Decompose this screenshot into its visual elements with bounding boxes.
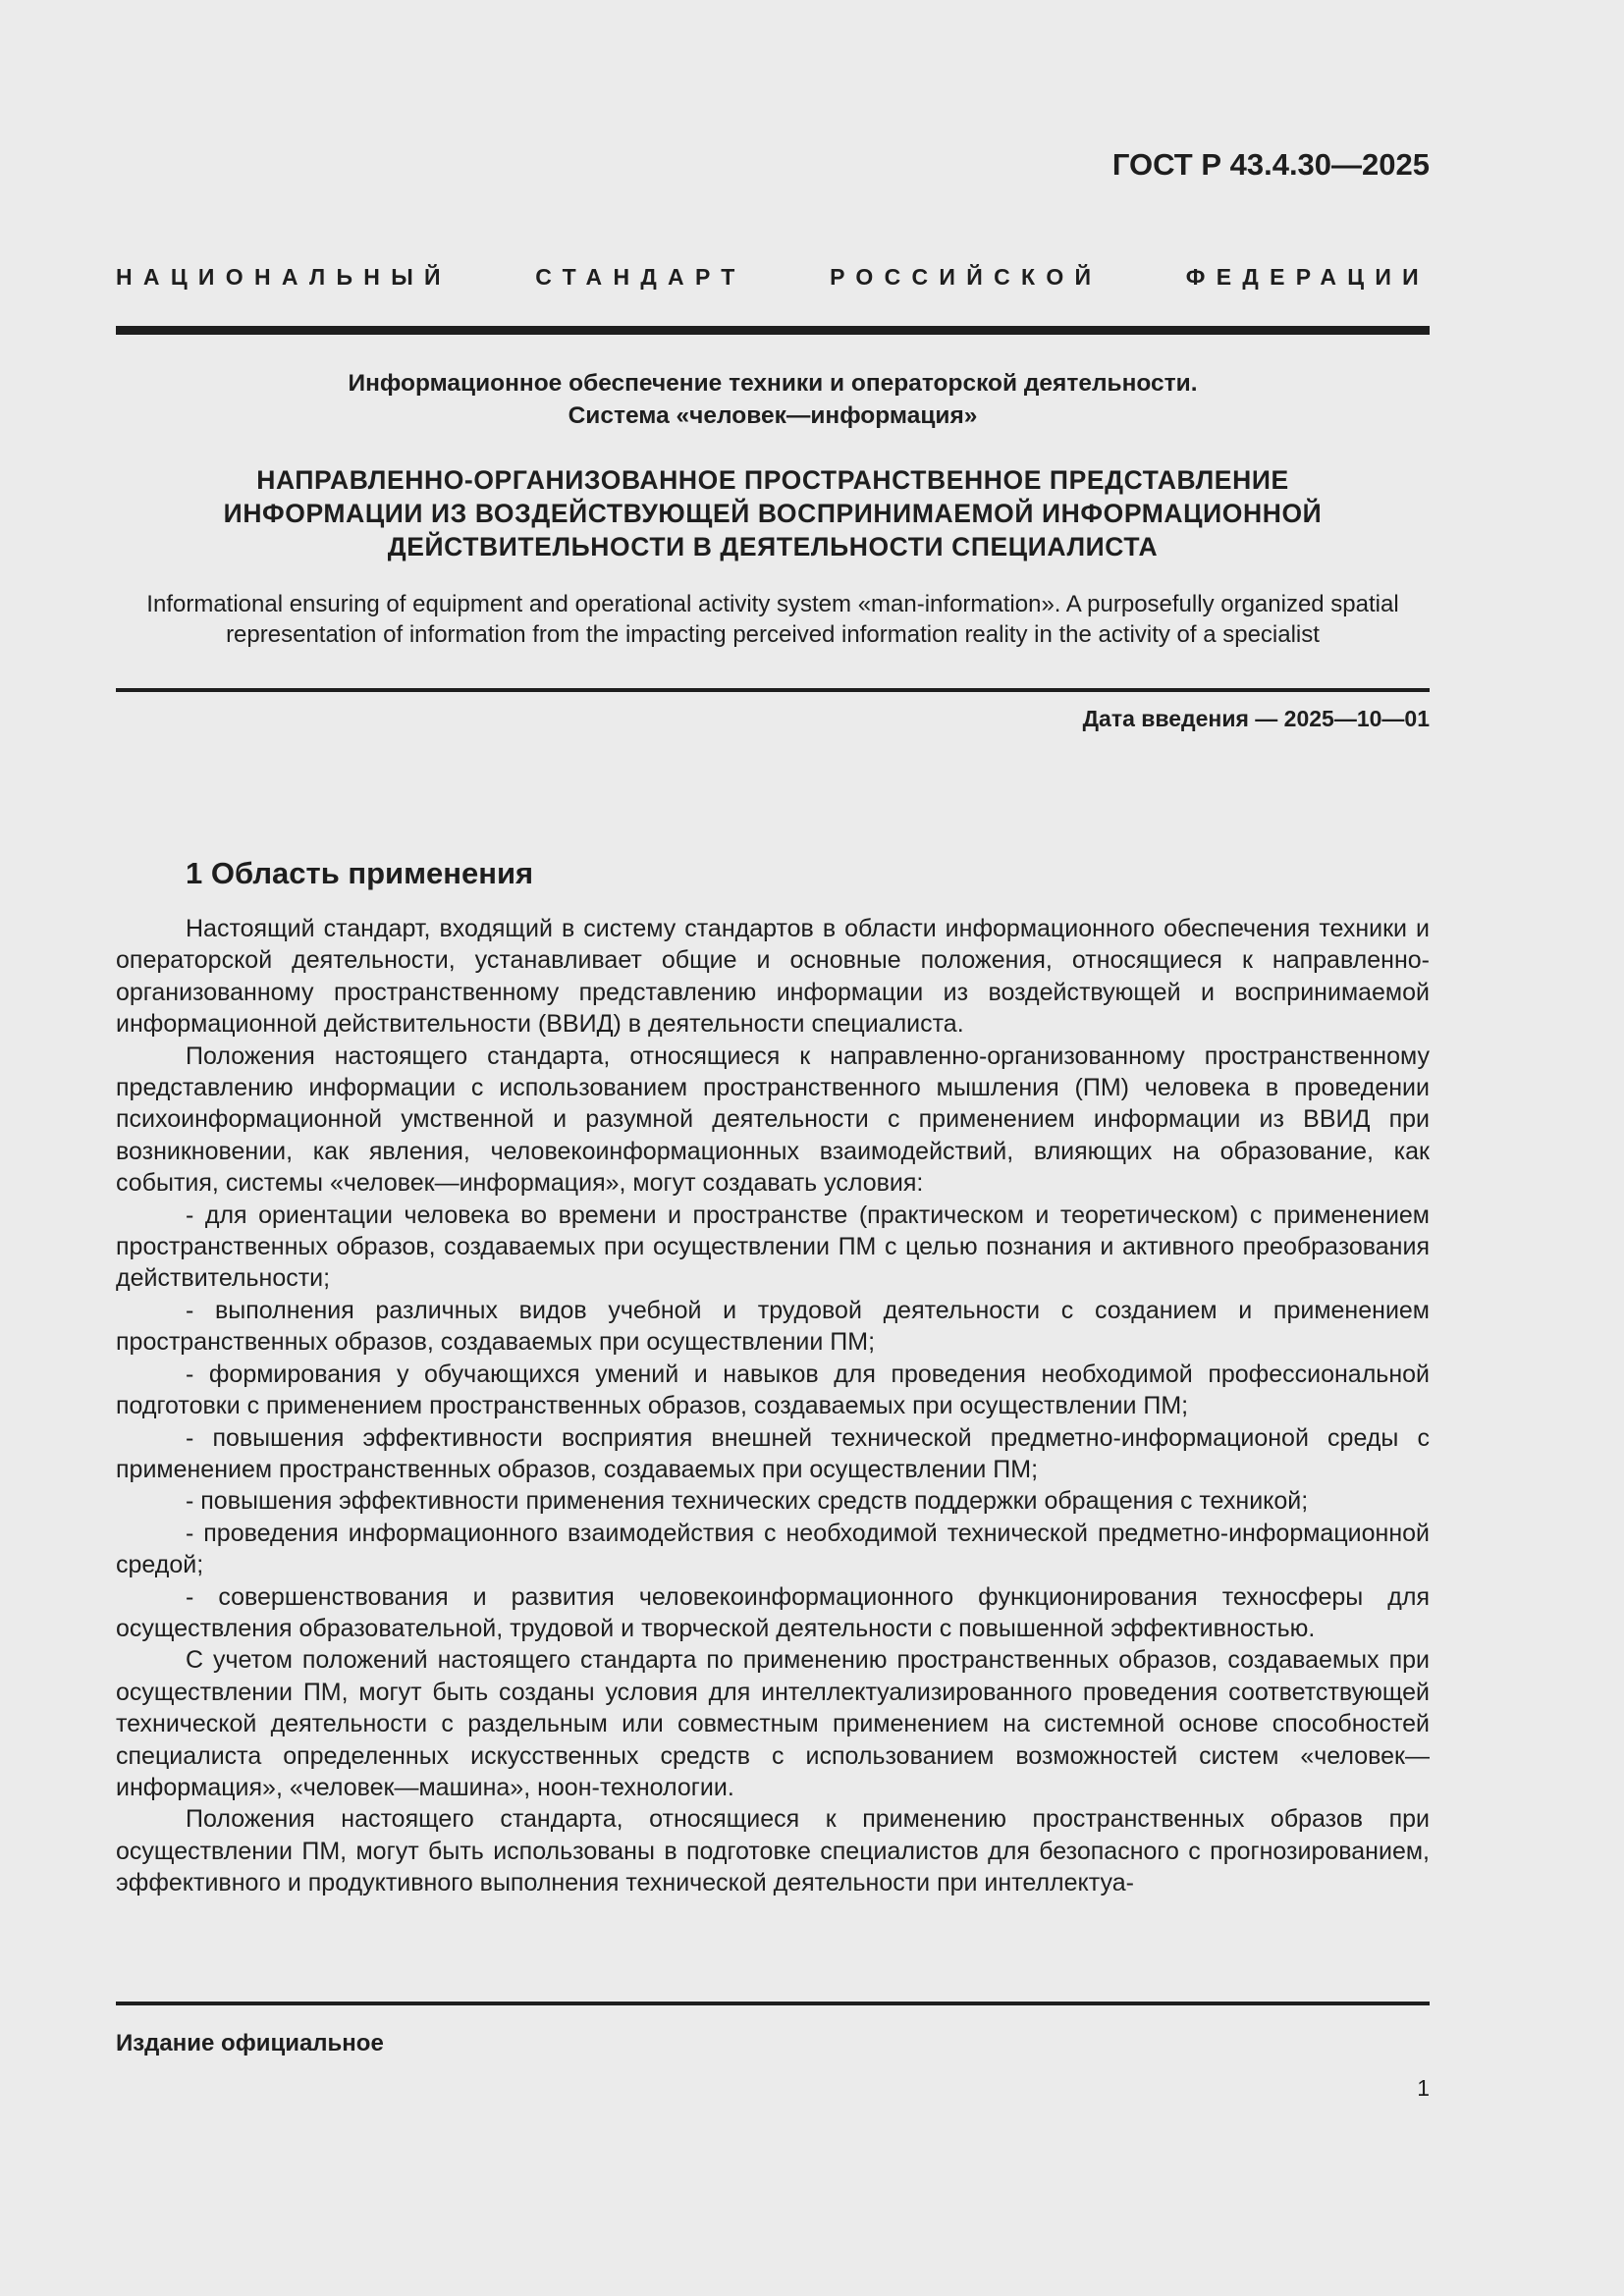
title-line: НАПРАВЛЕННО-ОРГАНИЗОВАННОЕ ПРОСТРАНСТВЕННОЕ ПРЕДСТАВЛЕНИЕ [256,465,1289,495]
paragraph: С учетом положений настоящего стандарта по применению пространственных образов, создаваемых при осуществлении ПМ, могут быть созданы условия для интеллектуализированного проведения соответствующей технической деятельности с раздельным или совместным применением на системной основе способностей специалиста определенных искусственных средств с использованием возможностей систем «человек—информация», «человек—машина», ноон-технологии. [116,1646,1430,1801]
title-line: ИНФОРМАЦИИ ИЗ ВОЗДЕЙСТВУЮЩЕЙ ВОСПРИНИМАЕМОЙ ИНФОРМАЦИОННОЙ [223,499,1323,528]
list-item: - проведения информационного взаимодействия с необходимой технической предметно-информационной средой; [116,1519,1430,1579]
paragraph: Положения настоящего стандарта, относящиеся к применению пространственных образов при осуществлении ПМ, могут быть использованы в подготовке специалистов для безопасного с прогнозированием, эффективного и продуктивного выполнения технической деятельности при интеллектуа- [116,1805,1430,1897]
english-title-line: Informational ensuring of equipment and operational activity system «man-information». A purposefully organized spatial [146,591,1399,617]
english-title [116,589,1430,650]
title-line: ДЕЙСТВИТЕЛЬНОСТИ В ДЕЯТЕЛЬНОСТИ СПЕЦИАЛИСТА [387,532,1159,561]
list-item: - формирования у обучающихся умений и навыков для проведения необходимой профессиональной подготовки с применением пространственных образов, создаваемых при осуществлении ПМ; [116,1360,1430,1420]
list-item: - совершенствования и развития человекоинформационного функционирования техносферы для осуществления образовательной, трудовой и творческой деятельности с повышенной эффективностью. [116,1582,1430,1642]
page-number: 1 [1417,2075,1430,2101]
paragraph: Положения настоящего стандарта, относящиеся к направленно-организованному пространственному представлению информации с использованием пространственного мышления (ПМ) человека в проведении психоинформационной умственной и разумной деятельности с применением информации из ВВИД при возникновении, как явления, человекоинформационных взаимодействий, влияющих на образование, как события, системы «человек—информация», могут создавать условия: [116,1041,1430,1198]
footer-divider [116,2002,1430,2005]
paragraph: Настоящий стандарт, входящий в систему стандартов в области информационного обеспечения техники и операторской деятельности, устанавливает общие и основные положения, относящиеся к направленно-организованному пространственному представлению информации из воздействующей и воспринимаемой информационной действительности (ВВИД) в деятельности специалиста. [116,915,1430,1039]
list-item: - повышения эффективности применения технических средств поддержки обращения с техникой; [186,1487,1309,1516]
standard-designation: ГОСТ Р 43.4.30—2025 [1111,147,1430,182]
subtitle-line: Система «человек—информация» [568,402,978,429]
english-title-line: representation of information from the impacting perceived information reality in the activity of a specialist [226,621,1320,648]
header-divider [116,326,1430,335]
title-divider [116,688,1430,692]
edition-label: Издание официальное [116,2030,384,2056]
section-heading: 1 Область применения [186,856,534,890]
document-subtitle [116,367,1430,432]
introduction-date: Дата введения — 2025—10—01 [1082,706,1430,731]
list-item: - для ориентации человека во времени и пространстве (практическом и теоретическом) с применением пространственных образов, создаваемых при осуществлении ПМ с целью познания и активного преобразования действительности; [116,1201,1430,1293]
section-body [116,913,1430,1899]
subtitle-line: Информационное обеспечение техники и операторской деятельности. [348,370,1198,397]
list-item: - выполнения различных видов учебной и трудовой деятельности с созданием и применением пространственных образов, создаваемых при осуществлении ПМ; [116,1296,1430,1357]
list-item: - повышения эффективности восприятия внешней технической предметно-информационой среды с применением пространственных образов, создаваемых при осуществлении ПМ; [116,1423,1430,1483]
document-title [116,463,1430,563]
national-standard-banner: НАЦИОНАЛЬНЫЙ СТАНДАРТ РОССИЙСКОЙ ФЕДЕРАЦИИ [116,264,1430,290]
